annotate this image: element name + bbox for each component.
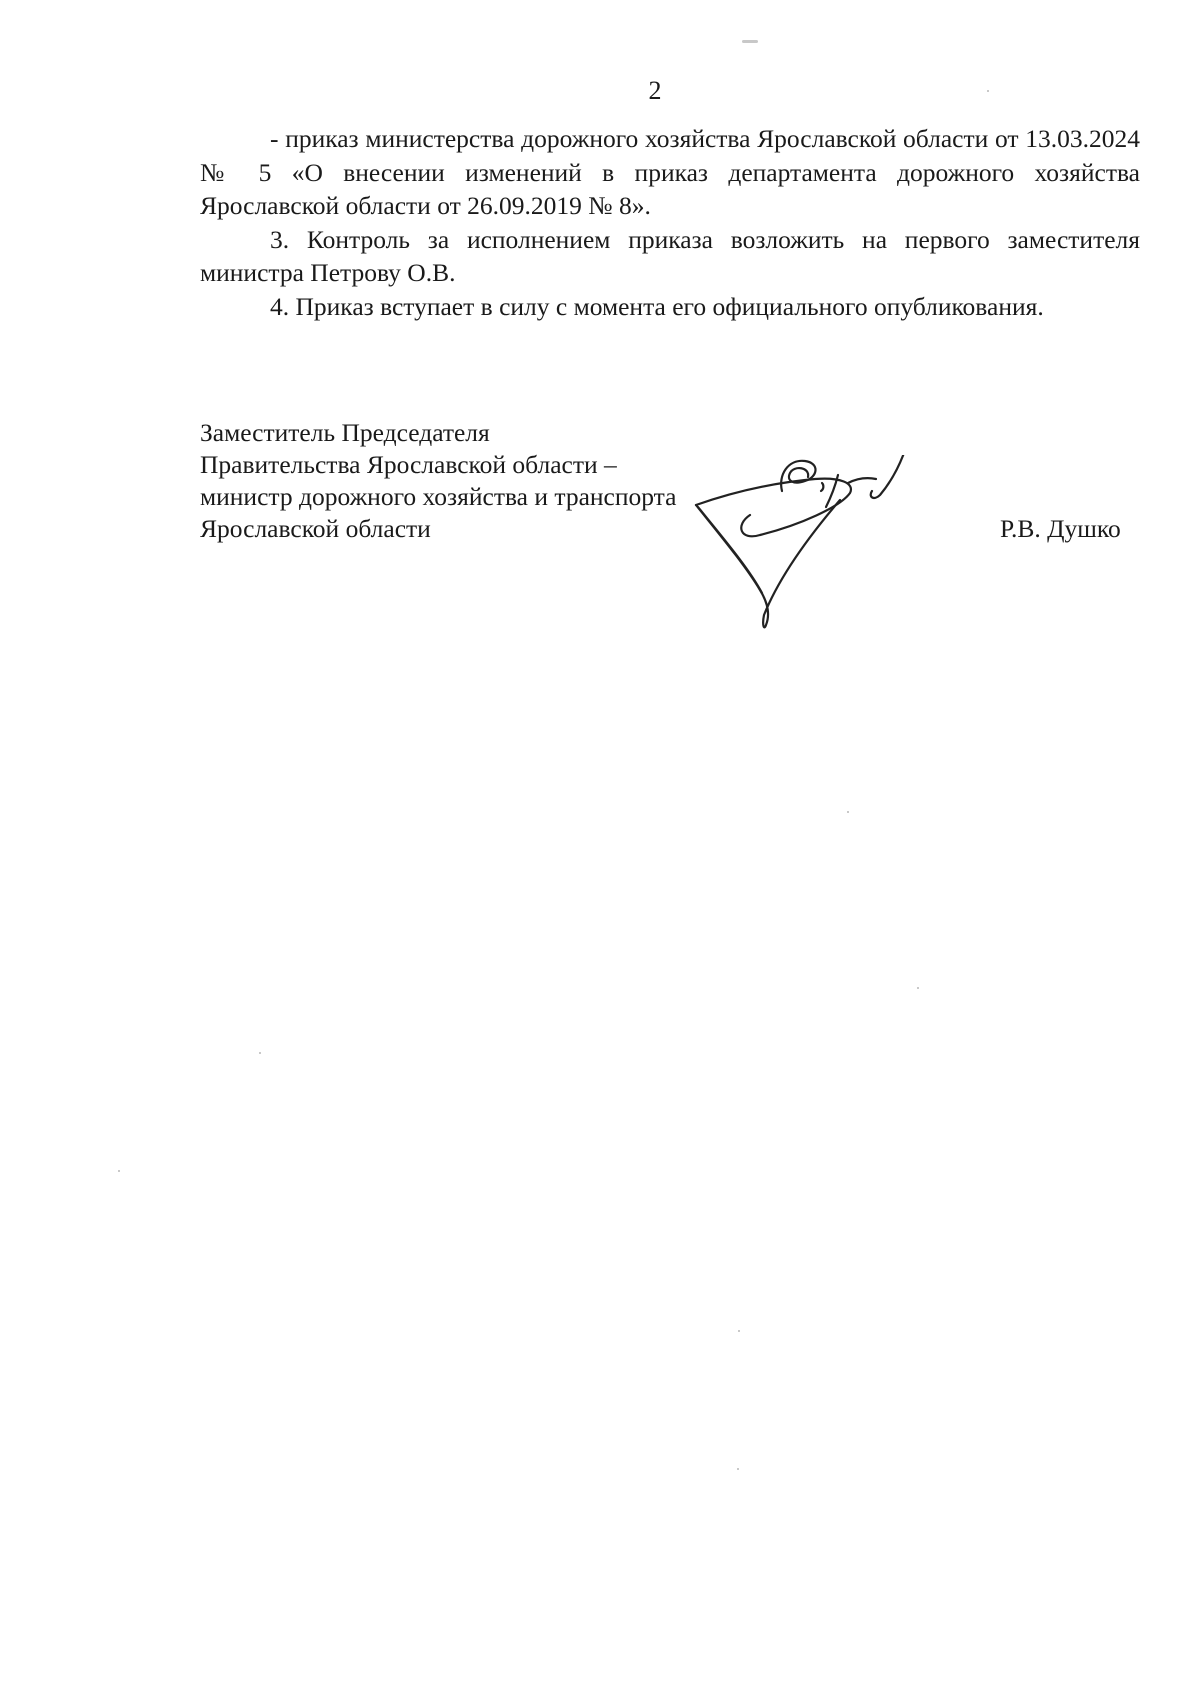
position-line: министр дорожного хозяйства и транспорта [200,482,677,511]
signature-stroke [871,455,904,498]
handwritten-signature-icon [690,455,1010,665]
signature-stroke [781,461,815,491]
paragraph-previous-order: - приказ министерства дорожного хозяйства Ярославской области от 13.03.2024 № 5 «О внесении изменений в приказ департамента дорожного хозяйства Ярославской области от 26.09.2019 № 8». [200,124,1140,220]
scan-artifact [742,40,758,43]
document-body [200,122,1140,323]
signature-stroke [696,479,851,537]
scan-artifact [259,1052,261,1054]
paragraph-control-clause: 3. Контроль за исполнением приказа возложить на первого заместителя министра Петрову О.В. [200,224,1140,287]
scan-artifact [917,987,919,989]
scan-artifact [738,1330,740,1332]
signature-stroke [696,500,840,627]
signer-name: Р.В. Душко [1000,514,1121,543]
signatory-position [200,417,676,545]
scan-artifact [118,1170,120,1172]
paragraph-effective-clause: 4. Приказ вступает в силу с момента его официального опубликования. [270,291,1044,321]
scan-artifact [847,811,849,813]
position-line: Правительства Ярославской области – [200,450,617,479]
position-line: Ярославской области [200,514,431,543]
signature-stroke [821,483,823,491]
page-number: 2 [648,76,662,105]
signature-stroke [848,478,876,483]
scan-artifact [737,1468,739,1470]
position-line: Заместитель Председателя [200,418,490,447]
scan-artifact [987,90,989,92]
